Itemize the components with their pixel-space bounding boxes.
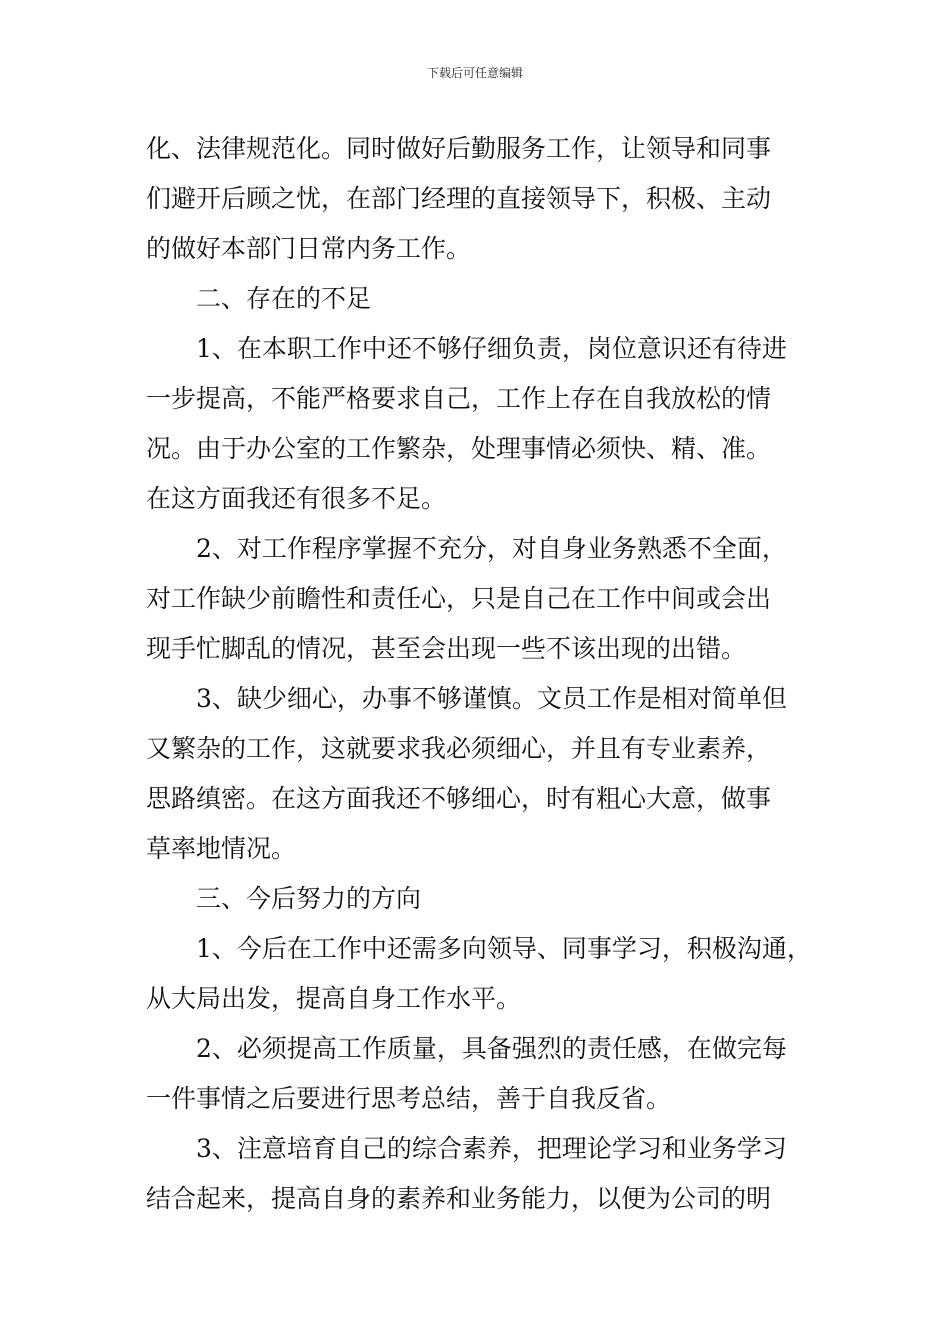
body-line: 2、对工作程序掌握不充分，对自身业务熟悉不全面，	[146, 534, 787, 563]
body-line: 对工作缺少前瞻性和责任心，只是自己在工作中间或会出	[146, 584, 772, 613]
body-line: 1、今后在工作中还需多向领导、同事学习，积极沟通，	[146, 934, 812, 963]
body-line: 思路缜密。在这方面我还不够细心，时有粗心大意，做事	[146, 784, 772, 813]
body-line: 草率地情况。	[146, 834, 297, 863]
body-line: 况。由于办公室的工作繁杂，处理事情必须快、精、准。	[146, 434, 772, 463]
body-line: 现手忙脚乱的情况，甚至会出现一些不该出现的出错。	[146, 634, 747, 663]
body-line: 3、缺少细心，办事不够谨慎。文员工作是相对简单但	[146, 684, 787, 713]
page-header: 下载后可任意编辑	[426, 66, 523, 80]
body-line: 3、注意培育自己的综合素养，把理论学习和业务学习	[146, 1134, 787, 1163]
body-line: 们避开后顾之忧，在部门经理的直接领导下，积极、主动	[146, 184, 772, 213]
body-line: 2、必须提高工作质量，具备强烈的责任感，在做完每	[146, 1034, 787, 1063]
body-line: 的做好本部门日常内务工作。	[146, 234, 472, 263]
section-heading: 三、今后努力的方向	[146, 884, 422, 913]
body-line: 1、在本职工作中还不够仔细负责，岗位意识还有待进	[146, 334, 787, 363]
body-line: 一件事情之后要进行思考总结，善于自我反省。	[146, 1084, 672, 1113]
body-line: 一步提高，不能严格要求自己，工作上存在自我放松的情	[146, 384, 772, 413]
body-line: 结合起来，提高自身的素养和业务能力，以便为公司的明	[146, 1184, 772, 1213]
body-line: 化、法律规范化。同时做好后勤服务工作，让领导和同事	[146, 134, 772, 163]
body-line: 在这方面我还有很多不足。	[146, 484, 447, 513]
section-heading: 二、存在的不足	[146, 284, 372, 313]
body-line: 又繁杂的工作，这就要求我必须细心，并且有专业素养，	[146, 734, 772, 763]
body-line: 从大局出发，提高自身工作水平。	[146, 984, 522, 1013]
